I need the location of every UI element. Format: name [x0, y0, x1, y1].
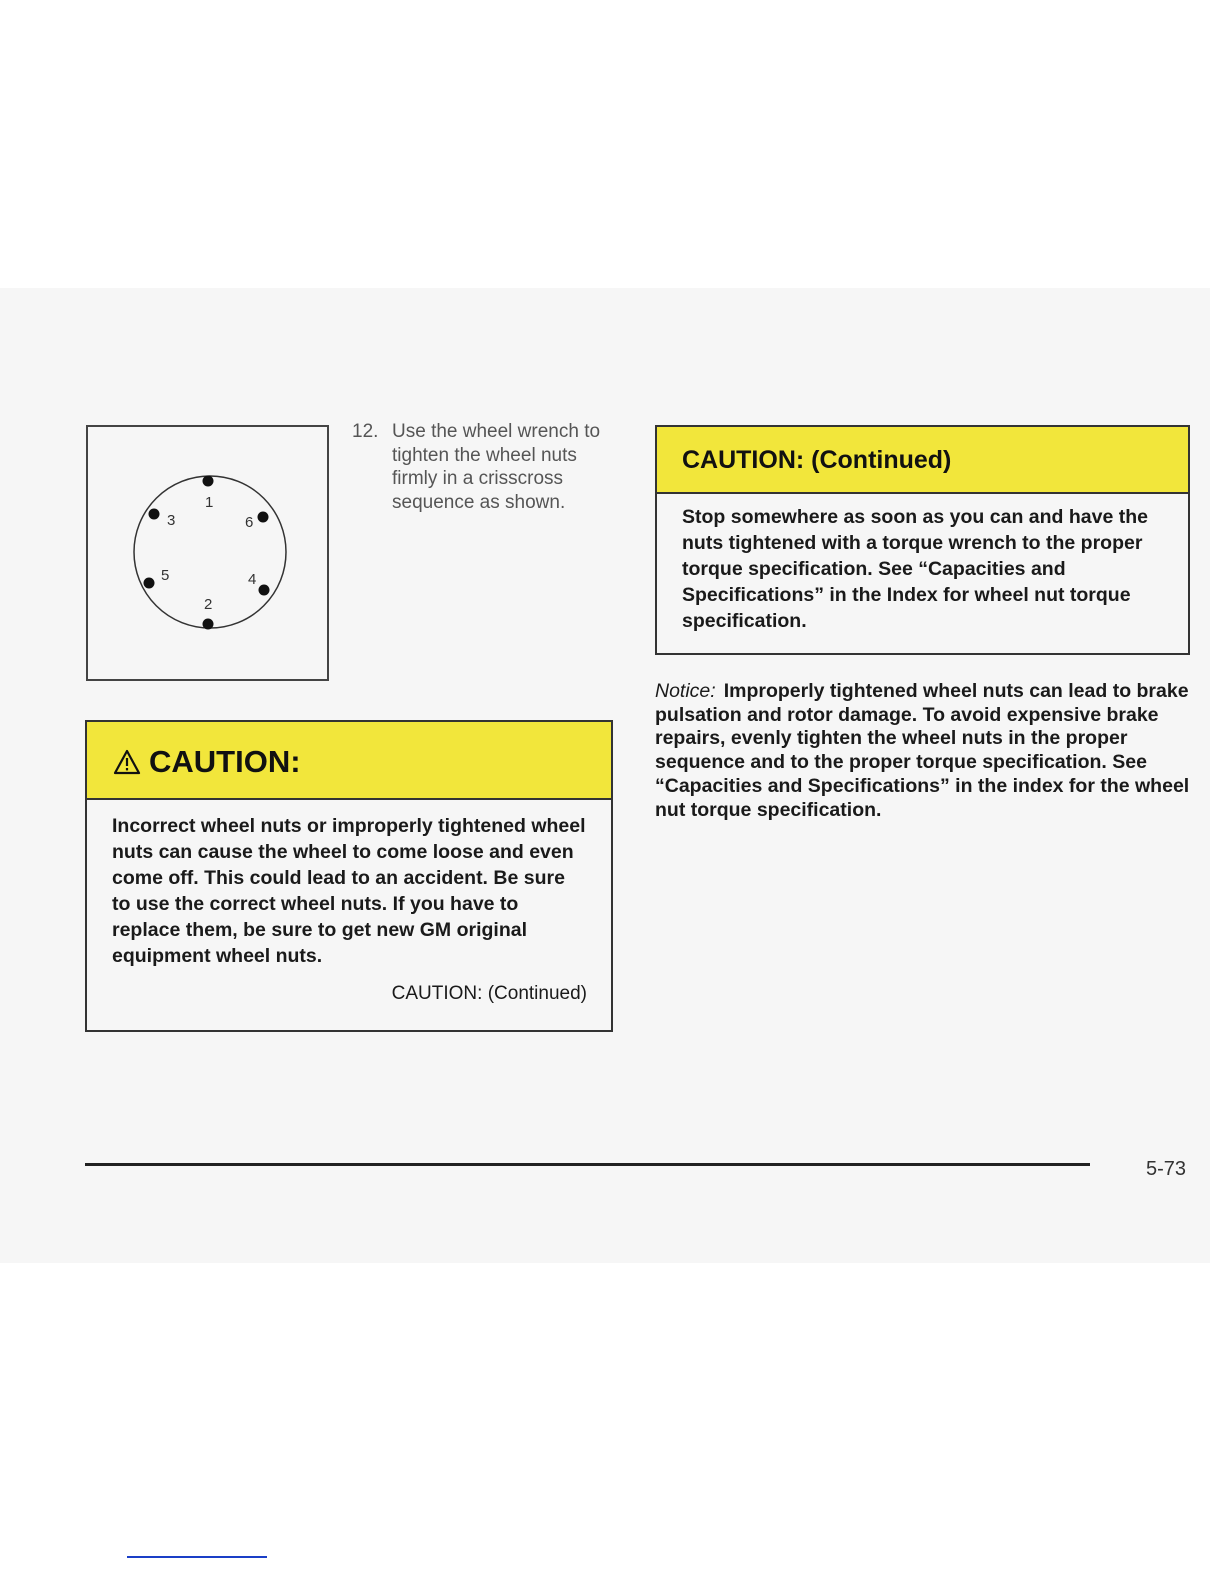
lug-nut-5	[144, 578, 155, 589]
bottom-link-underline[interactable]	[127, 1556, 267, 1558]
notice-label: Notice:	[655, 680, 716, 702]
wheel-lug-nut-pattern-icon	[88, 427, 331, 683]
lug-label-6: 6	[245, 514, 254, 531]
caution-body	[87, 800, 611, 1007]
lug-nut-diagram	[86, 425, 329, 681]
warning-triangle-icon	[113, 747, 141, 783]
caution-continued-body: Stop somewhere as soon as you can and have the nuts tightened with a torque wrench to the proper torque specification. See “Capacities and Specifications” in the Index for wheel nut torque specification.	[682, 506, 1148, 632]
step-text: Use the wheel wrench to tighten the wheel nuts firmly in a crisscross sequence as shown.	[392, 421, 601, 513]
caution-continued-label: CAUTION: (Continued)	[391, 983, 587, 1004]
caution-text: Incorrect wheel nuts or improperly tightened wheel nuts can cause the wheel to come loose and even come off. This could lead to an accident. Be sure to use the correct wheel nuts. If you have to replace them, be sure to get new GM original equipment wheel nuts.	[112, 815, 586, 967]
caution-continued-box	[655, 425, 1190, 655]
lug-nut-2	[203, 619, 214, 630]
step-12	[352, 420, 622, 514]
caution-header	[87, 722, 611, 800]
lug-label-2: 2	[204, 596, 213, 613]
step-number: 12.	[352, 421, 379, 442]
lug-nut-3	[149, 509, 160, 520]
notice-paragraph	[655, 680, 1195, 822]
lug-label-1: 1	[205, 494, 214, 511]
caution-continued-header: CAUTION: (Continued)	[657, 427, 1188, 494]
footer-rule	[85, 1163, 1090, 1166]
lug-label-3: 3	[167, 512, 176, 529]
lug-label-4: 4	[248, 571, 257, 588]
lug-nut-1	[203, 476, 214, 487]
caution-title: CAUTION:	[149, 744, 301, 779]
page-number: 5-73	[1146, 1158, 1187, 1180]
lug-nut-6	[258, 512, 269, 523]
notice-text: Improperly tightened wheel nuts can lead to brake pulsation and rotor damage. To avoid expensive brake repairs, evenly tighten the wheel nuts in the proper sequence and to the proper torque specification. See “Capacities and Specifications” in the index for the wheel nut torque specification.	[655, 680, 1190, 821]
lug-label-5: 5	[161, 567, 170, 584]
lug-nut-4	[259, 585, 270, 596]
caution-box	[85, 720, 613, 1032]
